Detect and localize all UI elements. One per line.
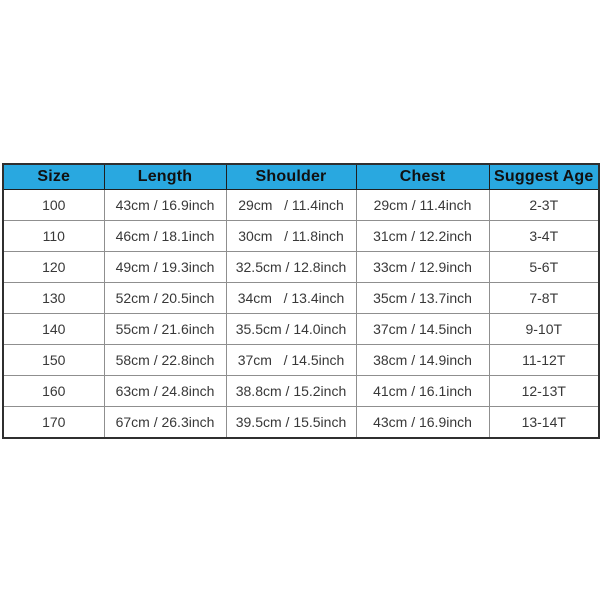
age-cell: 11-12T [489,345,599,376]
column-header-chest: Chest [356,164,489,190]
size-cell: 100 [3,190,104,221]
length-cell: 49cm / 19.3inch [104,252,226,283]
header-row [3,164,599,190]
length-cell: 58cm / 22.8inch [104,345,226,376]
shoulder-cell: 39.5cm / 15.5inch [226,407,356,439]
size-chart [2,163,598,439]
size-cell: 160 [3,376,104,407]
table-row [3,376,599,407]
table-row [3,252,599,283]
shoulder-cell: 38.8cm / 15.2inch [226,376,356,407]
column-header-size: Size [3,164,104,190]
age-cell: 3-4T [489,221,599,252]
length-cell: 67cm / 26.3inch [104,407,226,439]
chest-cell: 31cm / 12.2inch [356,221,489,252]
shoulder-cell: 30cm / 11.8inch [226,221,356,252]
column-header-shoulder: Shoulder [226,164,356,190]
length-cell: 63cm / 24.8inch [104,376,226,407]
shoulder-cell: 37cm / 14.5inch [226,345,356,376]
chest-cell: 29cm / 11.4inch [356,190,489,221]
age-cell: 2-3T [489,190,599,221]
age-cell: 7-8T [489,283,599,314]
shoulder-cell: 35.5cm / 14.0inch [226,314,356,345]
size-cell: 170 [3,407,104,439]
size-cell: 110 [3,221,104,252]
age-cell: 9-10T [489,314,599,345]
table-row [3,345,599,376]
size-cell: 120 [3,252,104,283]
shoulder-cell: 34cm / 13.4inch [226,283,356,314]
size-cell: 150 [3,345,104,376]
table-row [3,221,599,252]
size-chart-table [2,163,600,439]
table-row [3,314,599,345]
size-cell: 130 [3,283,104,314]
chest-cell: 38cm / 14.9inch [356,345,489,376]
column-header-length: Length [104,164,226,190]
age-cell: 5-6T [489,252,599,283]
shoulder-cell: 29cm / 11.4inch [226,190,356,221]
age-cell: 12-13T [489,376,599,407]
age-cell: 13-14T [489,407,599,439]
chest-cell: 43cm / 16.9inch [356,407,489,439]
length-cell: 46cm / 18.1inch [104,221,226,252]
table-row [3,190,599,221]
length-cell: 52cm / 20.5inch [104,283,226,314]
size-cell: 140 [3,314,104,345]
chest-cell: 37cm / 14.5inch [356,314,489,345]
table-row [3,283,599,314]
chest-cell: 35cm / 13.7inch [356,283,489,314]
length-cell: 55cm / 21.6inch [104,314,226,345]
chest-cell: 41cm / 16.1inch [356,376,489,407]
shoulder-cell: 32.5cm / 12.8inch [226,252,356,283]
chest-cell: 33cm / 12.9inch [356,252,489,283]
length-cell: 43cm / 16.9inch [104,190,226,221]
table-row [3,407,599,439]
column-header-suggest-age: Suggest Age [489,164,599,190]
